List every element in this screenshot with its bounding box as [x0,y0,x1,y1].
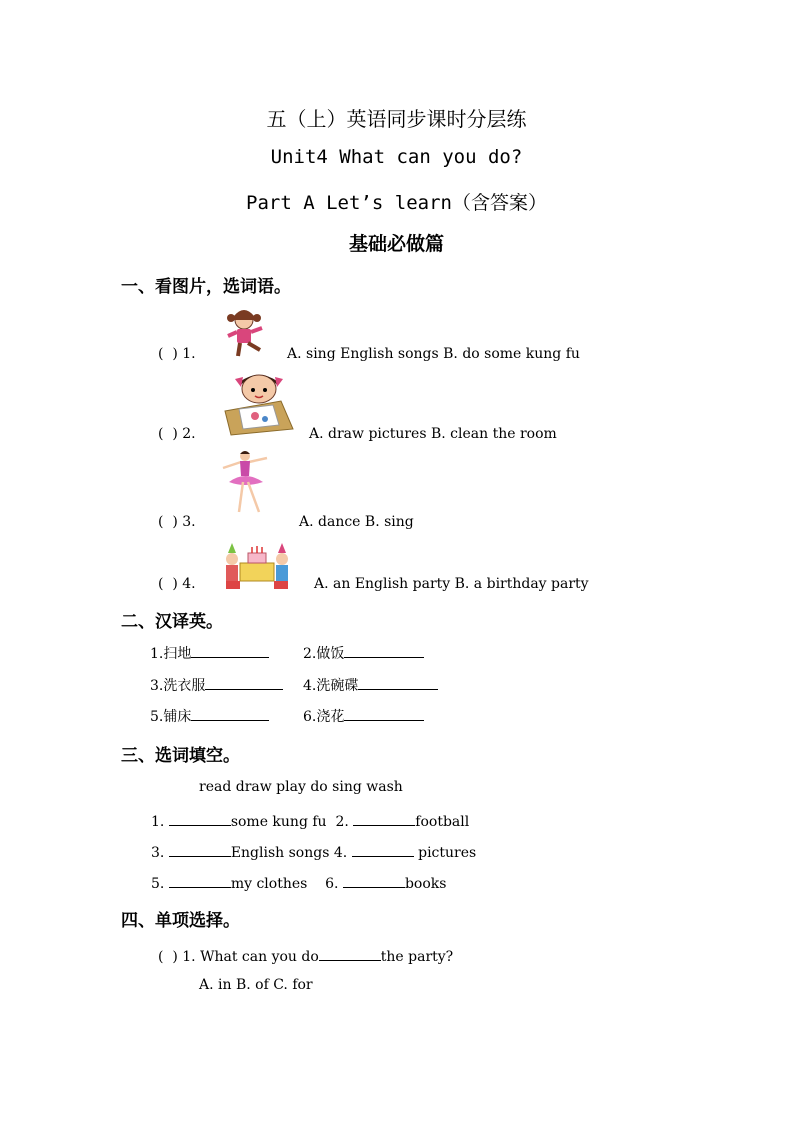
s1-item1-options: A. sing English songs B. do some kung fu [287,346,580,362]
answer-blank[interactable] [358,675,438,690]
section-1-heading: 一、看图片，选词语。 [121,277,291,297]
answer-blank[interactable] [344,706,424,721]
answer-blank[interactable] [353,811,415,826]
section-4-heading: 四、单项选择。 [121,911,240,931]
answer-blank[interactable] [191,706,269,721]
s2-item-6: 6.浇花 [303,706,424,726]
s4-question-1: ( ) 1. What can you do the party? [158,946,453,965]
s1-item4-options: A. an English party B. a birthday party [314,576,589,592]
birthday-party-image [222,537,292,591]
answer-blank[interactable] [169,873,231,888]
answer-blank[interactable] [343,873,405,888]
section-2-heading: 二、汉译英。 [121,612,223,632]
s2-item-1: 1.扫地 [150,643,269,663]
s1-item4-number: ( ) 4. [158,576,196,592]
part-title: Part A Let’s learn（含答案） [246,192,547,214]
answer-blank[interactable] [352,842,414,857]
answer-blank[interactable] [169,842,231,857]
section-3-heading: 三、选词填空。 [121,746,240,766]
s1-item3-number: ( ) 3. [158,514,196,530]
page-title: 五（上）英语同步课时分层练 [266,107,527,131]
s2-item-2: 2.做饭 [303,643,424,663]
s3-row-3: 5. my clothes 6. books [151,873,446,892]
answer-blank[interactable] [191,643,269,658]
s4-question-1-options: A. in B. of C. for [199,977,313,993]
answer-blank[interactable] [319,946,381,961]
s2-item-3: 3.洗衣服 [150,675,283,695]
s1-item2-options: A. draw pictures B. clean the room [309,426,557,442]
word-bank: read draw play do sing wash [199,779,403,795]
s1-item3-options: A. dance B. sing [299,514,414,530]
ballet-dancer-image [219,448,274,518]
answer-blank[interactable] [169,811,231,826]
s3-row-2: 3. English songs 4. pictures [151,842,476,861]
girl-drawing-image [221,371,296,436]
s2-item-5: 5.铺床 [150,706,269,726]
s2-item-4: 4.洗碗碟 [303,675,438,695]
girl-kung-fu-image [218,306,278,360]
s3-row-1: 1. some kung fu 2. football [151,811,469,830]
s1-item2-number: ( ) 2. [158,426,196,442]
unit-title: Unit4 What can you do? [270,146,523,168]
s1-item1-number: ( ) 1. [158,346,196,362]
answer-blank[interactable] [205,675,283,690]
answer-blank[interactable] [344,643,424,658]
level-title: 基础必做篇 [348,233,444,255]
